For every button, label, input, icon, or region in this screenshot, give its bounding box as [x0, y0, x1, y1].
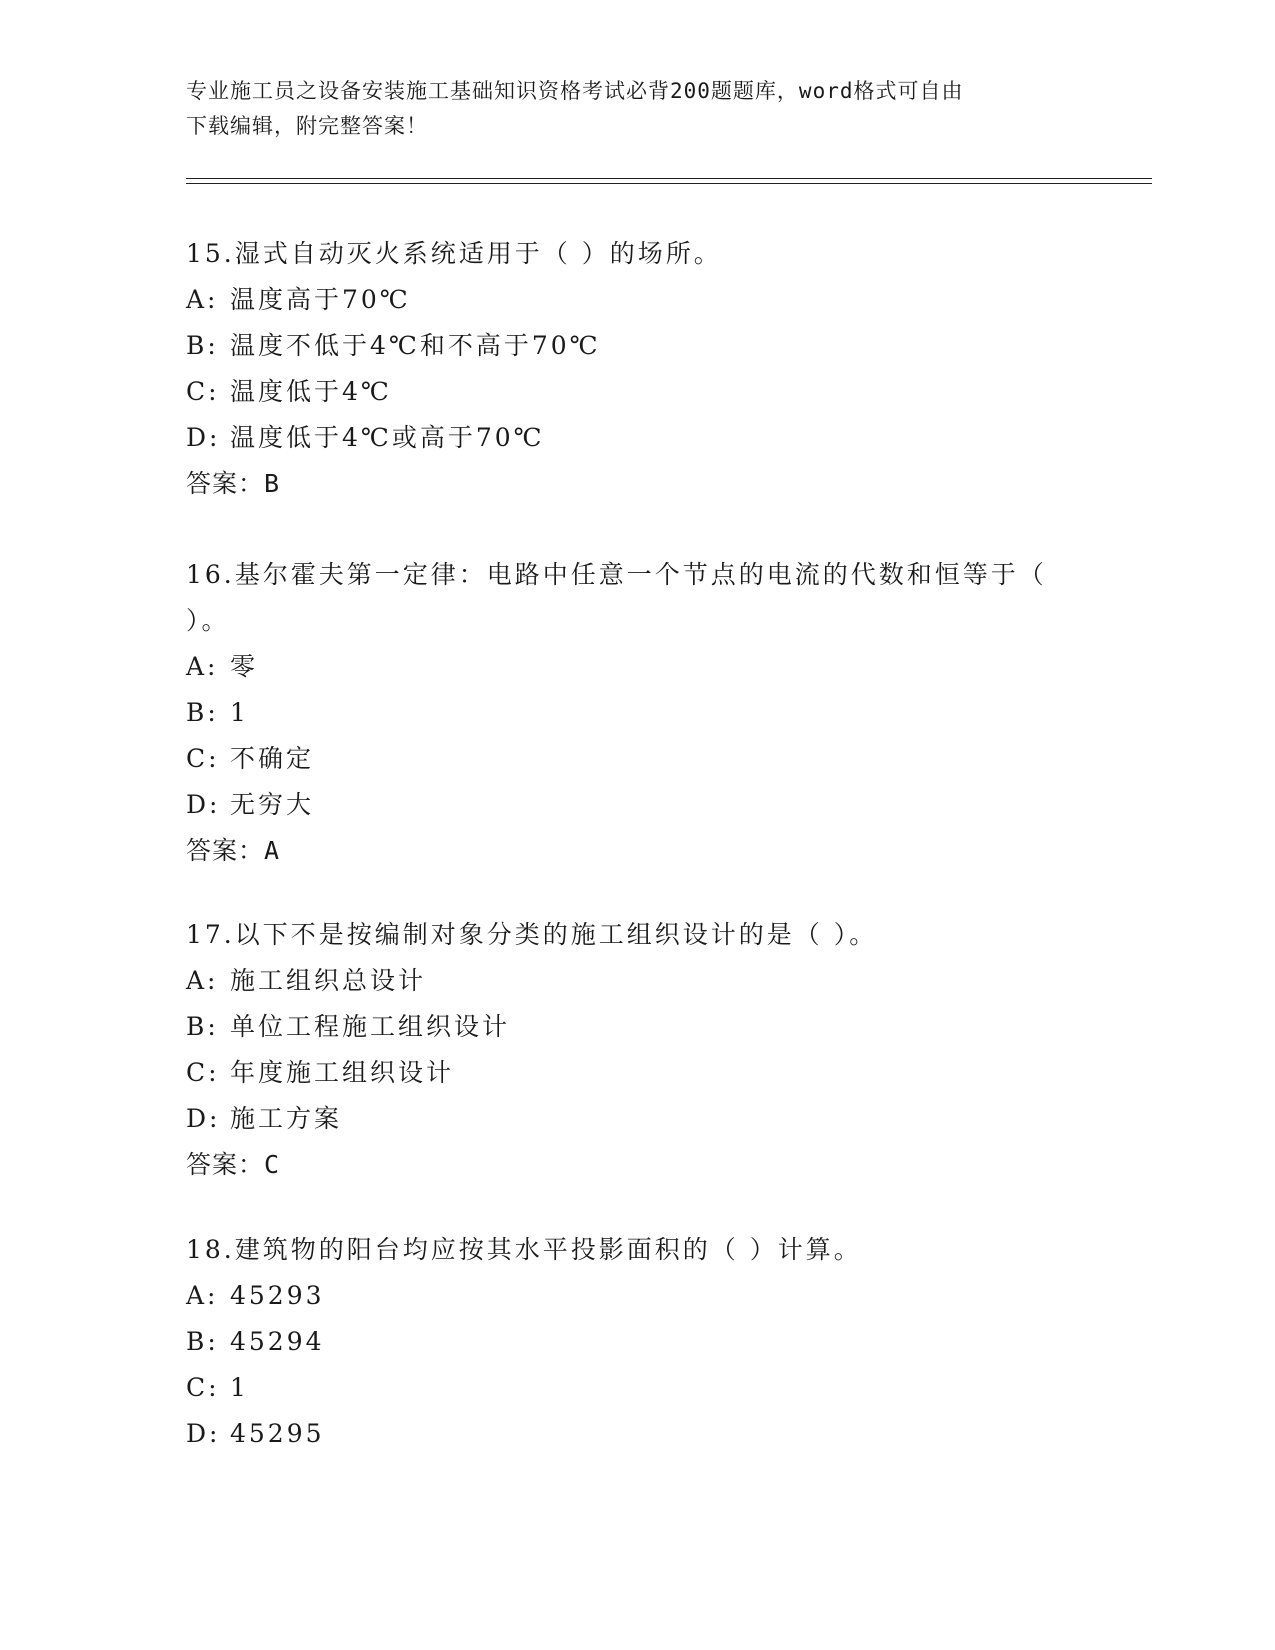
option-c [186, 736, 1086, 782]
option-key: C: [186, 744, 220, 773]
option-text: 45293 [230, 1281, 325, 1310]
option-text: 温度低于4℃或高于70℃ [230, 423, 545, 452]
header-divider-top [186, 178, 1152, 179]
option-key: A: [186, 652, 219, 681]
option-text: 施工方案 [230, 1104, 343, 1133]
option-key: D: [186, 790, 221, 819]
option-key: B: [186, 1012, 219, 1041]
option-a [186, 644, 1086, 690]
option-d [186, 1096, 1086, 1142]
question-stem-line-2: ）。 [186, 606, 230, 635]
option-b [186, 1319, 1086, 1365]
option-text: 45295 [230, 1419, 325, 1448]
header-divider-bottom [186, 183, 1152, 184]
option-d [186, 415, 1086, 461]
option-key: D: [186, 1419, 221, 1448]
option-key: C: [186, 1058, 220, 1087]
option-d [186, 782, 1086, 828]
option-key: D: [186, 1104, 221, 1133]
header-line-1: 专业施工员之设备安装施工基础知识资格考试必背200题题库，word格式可自由 [186, 79, 964, 103]
option-text: 不确定 [230, 744, 315, 773]
option-key: B: [186, 698, 219, 727]
option-key: C: [186, 377, 220, 406]
option-key: B: [186, 331, 219, 360]
option-c [186, 1365, 1086, 1411]
option-b [186, 1004, 1086, 1050]
option-text: 45294 [230, 1327, 325, 1356]
option-text: 1 [230, 698, 249, 727]
question-16 [186, 552, 1086, 874]
option-text: 温度高于70℃ [230, 285, 411, 314]
option-b [186, 690, 1086, 736]
option-text: 零 [230, 652, 259, 681]
option-key: D: [186, 423, 221, 452]
question-stem-line-1: 16.基尔霍夫第一定律：电路中任意一个节点的电流的代数和恒等于（ [186, 560, 1047, 589]
question-stem: 18.建筑物的阳台均应按其水平投影面积的（ ）计算。 [186, 1235, 862, 1264]
option-d [186, 1411, 1086, 1457]
option-text: 年度施工组织设计 [230, 1058, 455, 1087]
question-stem: 15.湿式自动灭火系统适用于（ ）的场所。 [186, 239, 722, 268]
answer-line: 答案：C [186, 1150, 281, 1179]
question-15 [186, 231, 1086, 507]
header-line-2: 下载编辑，附完整答案！ [186, 114, 428, 138]
option-b [186, 323, 1086, 369]
option-key: A: [186, 1281, 219, 1310]
option-a [186, 277, 1086, 323]
question-17 [186, 912, 1086, 1188]
option-key: A: [186, 285, 219, 314]
option-key: C: [186, 1373, 220, 1402]
option-key: B: [186, 1327, 219, 1356]
answer-line: 答案：A [186, 836, 281, 865]
option-c [186, 369, 1086, 415]
option-key: A: [186, 966, 219, 995]
option-text: 单位工程施工组织设计 [230, 1012, 511, 1041]
question-stem: 17.以下不是按编制对象分类的施工组织设计的是（ ）。 [186, 920, 878, 949]
option-text: 1 [230, 1373, 249, 1402]
document-header [186, 74, 1076, 144]
option-text: 无穷大 [230, 790, 315, 819]
option-a [186, 958, 1086, 1004]
option-a [186, 1273, 1086, 1319]
question-18 [186, 1227, 1086, 1457]
answer-line: 答案：B [186, 469, 281, 498]
option-c [186, 1050, 1086, 1096]
option-text: 温度不低于4℃和不高于70℃ [230, 331, 601, 360]
option-text: 施工组织总设计 [230, 966, 427, 995]
option-text: 温度低于4℃ [230, 377, 392, 406]
